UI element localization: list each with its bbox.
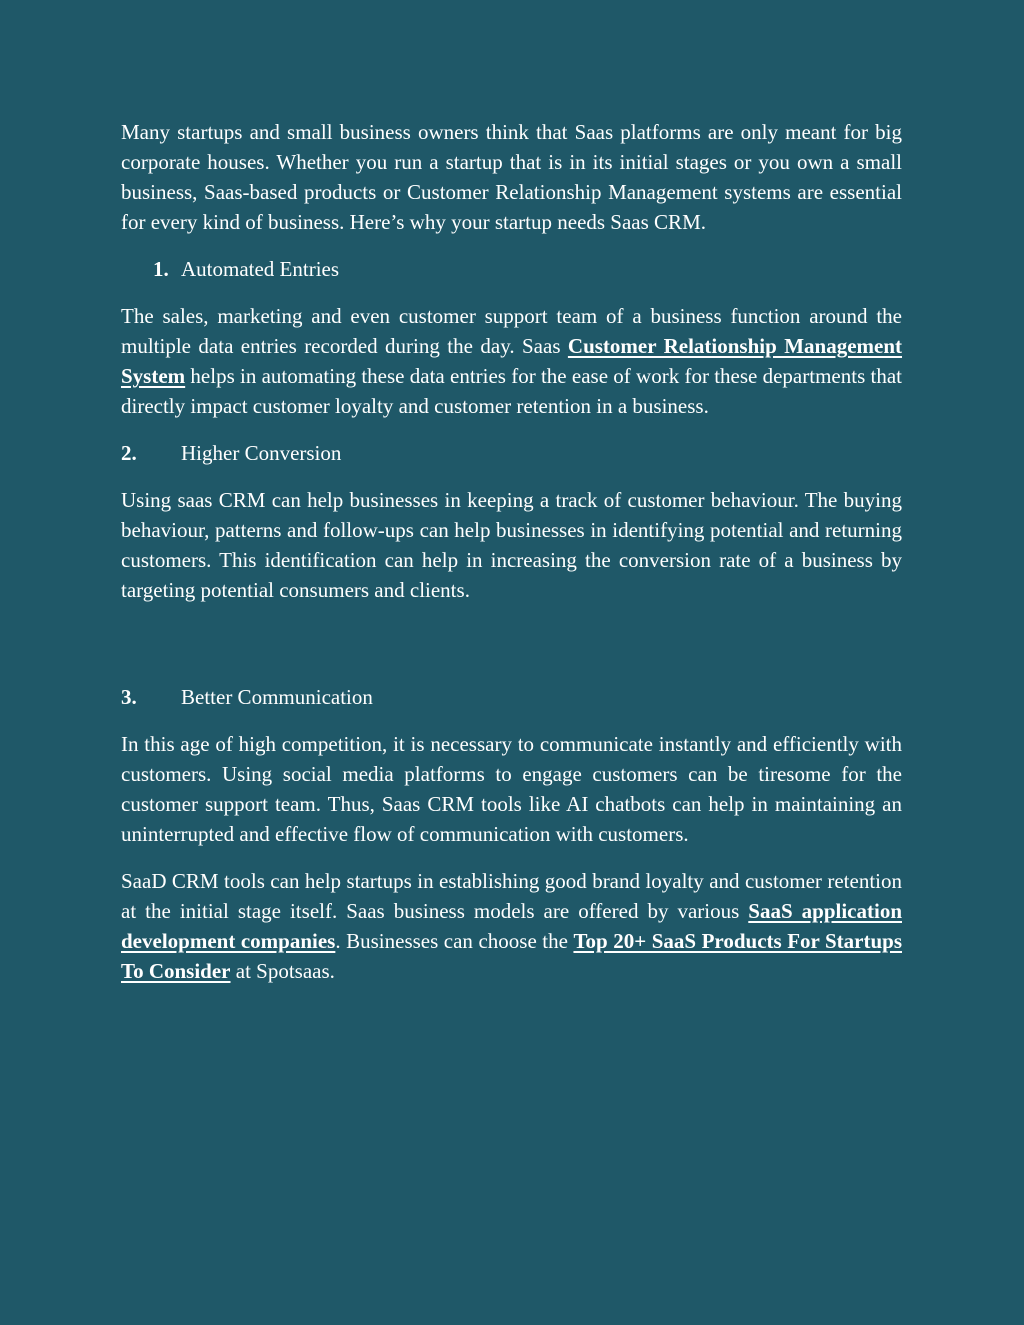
section-heading-higher-conversion: [121, 438, 902, 468]
crm-system-link[interactable]: Customer Relationship Management System: [121, 334, 903, 388]
intro-paragraph: Many startups and small business owners think that Saas platforms are only meant for big corporate houses. Whether you run a startup that is in its initial stages or you own a small business, Saas-based products or Customer Relationship Management systems are essential for every kind of business. Here’s why your startup needs Saas CRM.: [121, 120, 902, 234]
section-title: Higher Conversion: [181, 441, 342, 465]
automated-entries-paragraph: [121, 301, 902, 421]
paragraph-text: The sales, marketing and even customer support team of a business function around the multiple data entries recorded during the day. Saas: [121, 304, 902, 358]
top-saas-products-link[interactable]: Top 20+ SaaS Products For Startups To Consider: [121, 929, 903, 983]
section-number: 3.: [121, 685, 137, 709]
better-communication-paragraph: In this age of high competition, it is necessary to communicate instantly and efficiently with customers. Using social media platforms to engage customers can be tiresome for the customer support team. Thus, Saas CRM tools like AI chatbots can help in maintaining an uninterrupted and effective flow of communication with customers.: [121, 732, 902, 846]
section-title: Automated Entries: [181, 257, 340, 281]
paragraph-text: helps in automating these data entries for the ease of work for these departments that directly impact customer loyalty and customer retention in a business.: [121, 364, 902, 418]
section-number: 2.: [121, 441, 137, 465]
closing-paragraph: [121, 866, 902, 986]
paragraph-text: . Businesses can choose the: [335, 929, 574, 953]
section-heading-automated-entries: [121, 254, 902, 284]
section-title: Better Communication: [181, 685, 373, 709]
section-number: 1.: [153, 257, 169, 281]
paragraph-text: at Spotsaas.: [230, 959, 335, 983]
saas-dev-companies-link[interactable]: SaaS application development companies: [121, 899, 902, 953]
document-content: [121, 117, 902, 986]
higher-conversion-paragraph: Using saas CRM can help businesses in keeping a track of customer behaviour. The buying behaviour, patterns and follow-ups can help businesses in identifying potential and returning customers. This identification can help in increasing the conversion rate of a business by targeting potential consumers and clients.: [121, 488, 902, 602]
section-heading-better-communication: [121, 682, 902, 712]
blank-gap: [121, 605, 902, 682]
paragraph-text: SaaD CRM tools can help startups in establishing good brand loyalty and customer retention at the initial stage itself. Saas business models are offered by various: [121, 869, 902, 923]
